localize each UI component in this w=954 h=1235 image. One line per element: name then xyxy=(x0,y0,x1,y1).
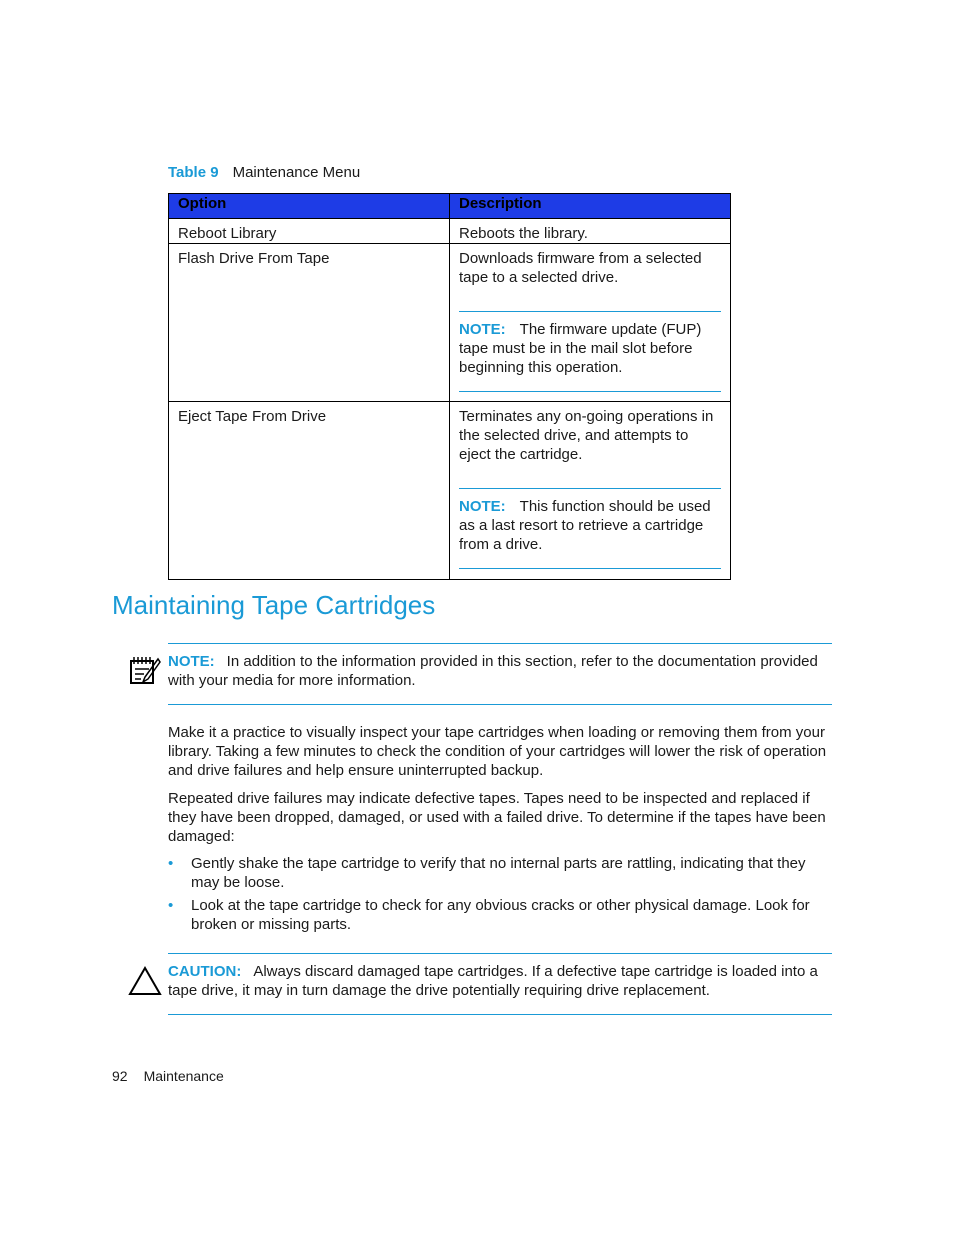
column-header-description: Description xyxy=(450,194,731,219)
table-title: Maintenance Menu xyxy=(232,164,361,181)
table-header-row xyxy=(169,194,731,219)
description-cell xyxy=(450,244,731,402)
caution-text: Always discard damaged tape cartridges. If a defective tape cartridge is loaded into a tape drive, it may in turn damage the drive potentially requiring drive replacement. xyxy=(168,963,818,999)
option-cell: Flash Drive From Tape xyxy=(169,244,450,402)
table-row xyxy=(169,219,731,244)
page-footer xyxy=(112,1067,224,1086)
caution-triangle-icon xyxy=(128,965,162,997)
list-item-text: Gently shake the tape cartridge to verify that no internal parts are rattling, indicating that they may be loose. xyxy=(191,855,806,891)
note-label: NOTE: xyxy=(459,321,506,338)
table-number: Table 9 xyxy=(168,164,219,181)
table-caption xyxy=(168,163,360,182)
note-top-rule xyxy=(168,643,832,644)
description-cell: Reboots the library. xyxy=(450,219,731,244)
maintenance-menu-table xyxy=(168,193,731,580)
caution-top-rule xyxy=(168,953,832,954)
section-note xyxy=(168,652,832,690)
table-row xyxy=(169,402,731,580)
description-text: Terminates any on-going operations in the selected drive, and attempts to eject the cartridge. xyxy=(459,408,714,463)
description-cell xyxy=(450,402,731,580)
description-text: Downloads firmware from a selected tape to a selected drive. xyxy=(459,250,702,286)
note-label: NOTE: xyxy=(168,653,215,670)
column-header-option: Option xyxy=(169,194,450,219)
note-text: This function should be used as a last resort to retrieve a cartridge from a drive. xyxy=(459,498,711,553)
bullet-icon: • xyxy=(168,855,174,872)
list-item-text: Look at the tape cartridge to check for any obvious cracks or other physical damage. Look for broken or missing parts. xyxy=(191,897,810,933)
caution-bottom-rule xyxy=(168,1014,832,1015)
note-label: NOTE: xyxy=(459,498,506,515)
cell-note xyxy=(459,488,721,569)
page-number: 92 xyxy=(112,1068,128,1084)
cell-note xyxy=(459,311,721,392)
note-bottom-rule xyxy=(168,704,832,705)
note-text: The firmware update (FUP) tape must be in the mail slot before beginning this operation. xyxy=(459,321,702,376)
bullet-icon: • xyxy=(168,897,174,914)
caution-label: CAUTION: xyxy=(168,963,242,980)
table-row xyxy=(169,244,731,402)
paragraph-inspect: Make it a practice to visually inspect your tape cartridges when loading or removing them from your library. Taking a few minutes to check the condition of your cartridges will lower the risk of operation and drive failures and help ensure uninterrupted backup. xyxy=(168,724,827,779)
footer-section-name: Maintenance xyxy=(143,1068,224,1084)
option-cell: Eject Tape From Drive xyxy=(169,402,450,580)
note-pad-icon xyxy=(128,655,162,687)
paragraph-failures: Repeated drive failures may indicate defective tapes. Tapes need to be inspected and replaced if they have been dropped, damaged, or used with a failed drive. To determine if the tapes have been damaged: xyxy=(168,790,826,845)
option-cell: Reboot Library xyxy=(169,219,450,244)
section-heading: Maintaining Tape Cartridges xyxy=(112,590,436,620)
caution-block xyxy=(168,962,832,1000)
note-text: In addition to the information provided in this section, refer to the documentation provided with your media for more information. xyxy=(168,653,818,689)
